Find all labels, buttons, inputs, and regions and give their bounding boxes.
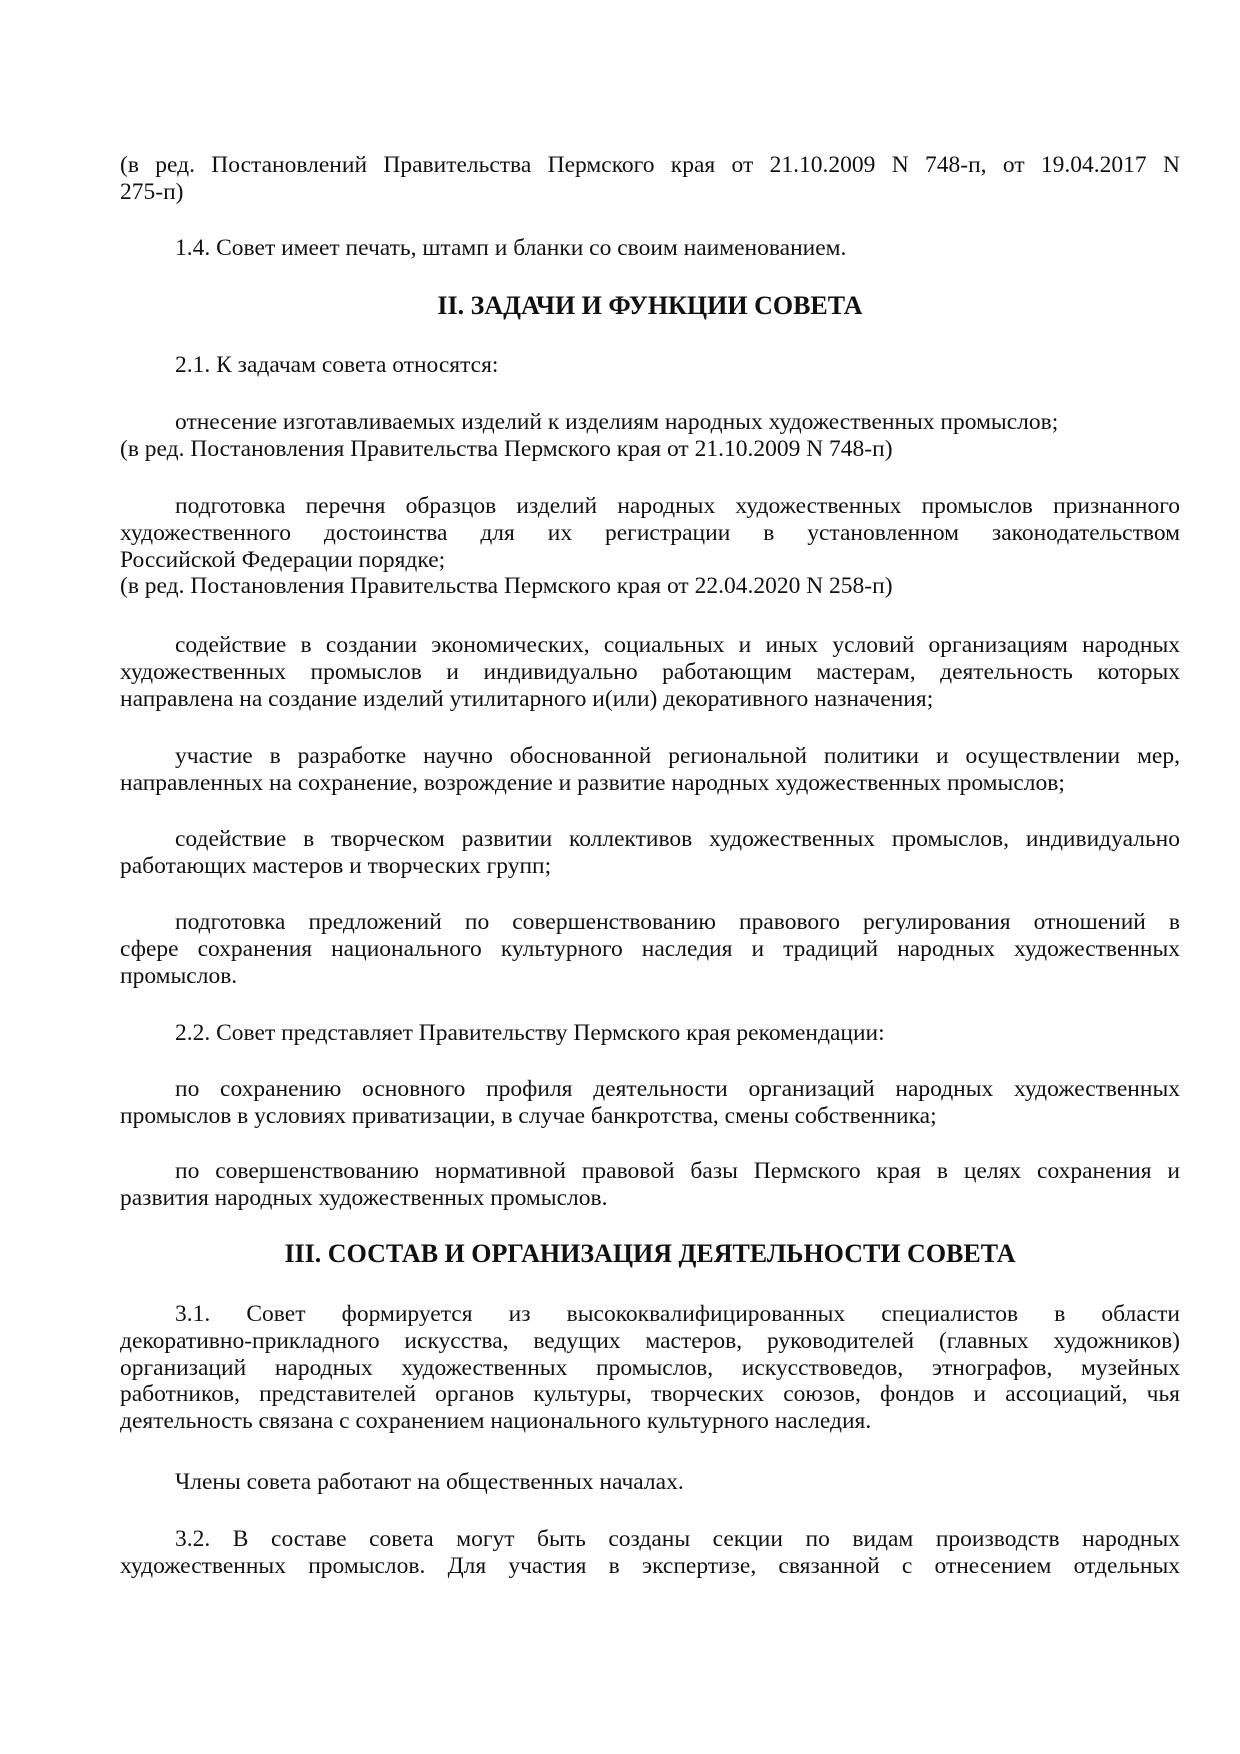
text-line: 2.1. К задачам совета относятся: [175,352,499,378]
paragraph [120,632,1180,712]
text-line: организаций народных художественных промыслов, искусствоведов, этнографов, музейных [120,1354,1180,1381]
paragraph [120,436,1180,463]
paragraph [120,573,1180,600]
text-line: Члены совета работают на общественных началах. [175,1469,684,1495]
text-line: (в ред. Постановлений Правительства Пермского края от 21.10.2009 N 748-п, от 19.04.2017 N [120,152,1180,178]
text-line: по совершенствованию нормативной правовой базы Пермского края в целях сохранения и [175,1158,1180,1184]
text-line: художественных промыслов. Для участия в экспертизе, связанной с отнесением отдельных [120,1552,1180,1579]
paragraph [120,152,1180,206]
text-line: 3.2. В составе совета могут быть созданы секции по видам производств народных [175,1526,1180,1552]
paragraph [120,235,1180,262]
text-line: 275-п) [120,178,184,205]
paragraph [120,409,1180,436]
paragraph [120,352,1180,379]
paragraph [120,1301,1180,1435]
text-line: 3.1. Совет формируется из высококвалифицированных специалистов в области [175,1301,1180,1327]
paragraph [120,1076,1180,1130]
text-line: художественных промыслов и индивидуально работающим мастерам, деятельность которых [120,658,1180,685]
text-line: сфере сохранения национального культурного наследия и традиций народных художественных [120,935,1180,962]
text-line: работников, представителей органов культуры, творческих союзов, фондов и ассоциаций, чья [120,1381,1180,1408]
text-line: отнесение изготавливаемых изделий к изделиям народных художественных промыслов; [175,409,1059,435]
text-line: промыслов в условиях приватизации, в случае банкротства, смены собственника; [120,1102,937,1129]
text-line: Российской Федерации порядке; [120,546,446,573]
text-line: направлена на создание изделий утилитарного и(или) декоративного назначения; [120,685,934,712]
paragraph [120,1526,1180,1580]
paragraph [120,1020,1180,1047]
text-line: подготовка предложений по совершенствованию правового регулирования отношений в [175,909,1180,935]
text-line: (в ред. Постановления Правительства Пермского края от 22.04.2020 N 258-п) [120,573,893,599]
text-line: промыслов. [120,962,238,989]
text-line: декоративно-прикладного искусства, ведущих мастеров, руководителей (главных художников) [120,1327,1180,1354]
paragraph [120,1158,1180,1212]
text-line: подготовка перечня образцов изделий народных художественных промыслов признанного [175,493,1180,519]
text-line: 1.4. Совет имеет печать, штамп и бланки со своим наименованием. [175,235,847,261]
paragraph [120,743,1180,797]
text-line: работающих мастеров и творческих групп; [120,852,552,879]
paragraph [120,909,1180,989]
text-line: (в ред. Постановления Правительства Пермского края от 21.10.2009 N 748-п) [120,436,893,462]
text-line: содействие в творческом развитии коллективов художественных промыслов, индивидуально [175,826,1180,852]
paragraph [120,1469,1180,1496]
paragraph [120,826,1180,880]
section-heading: III. СОСТАВ И ОРГАНИЗАЦИЯ ДЕЯТЕЛЬНОСТИ СОВЕТА [284,1239,1016,1268]
text-line: деятельность связана с сохранением национального культурного наследия. [120,1408,872,1435]
section-heading: II. ЗАДАЧИ И ФУНКЦИИ СОВЕТА [437,291,863,320]
text-line: художественного достоинства для их регистрации в установленном законодательством [120,519,1180,546]
text-line: 2.2. Совет представляет Правительству Пермского края рекомендации: [175,1020,885,1046]
text-line: по сохранению основного профиля деятельности организаций народных художественных [175,1076,1180,1102]
text-line: содействие в создании экономических, социальных и иных условий организациям народных [175,632,1180,658]
text-line: развития народных художественных промыслов. [120,1184,608,1211]
text-line: направленных на сохранение, возрождение и развитие народных художественных промыслов; [120,769,1065,796]
text-line: участие в разработке научно обоснованной региональной политики и осуществлении мер, [175,743,1180,769]
paragraph [120,493,1180,573]
